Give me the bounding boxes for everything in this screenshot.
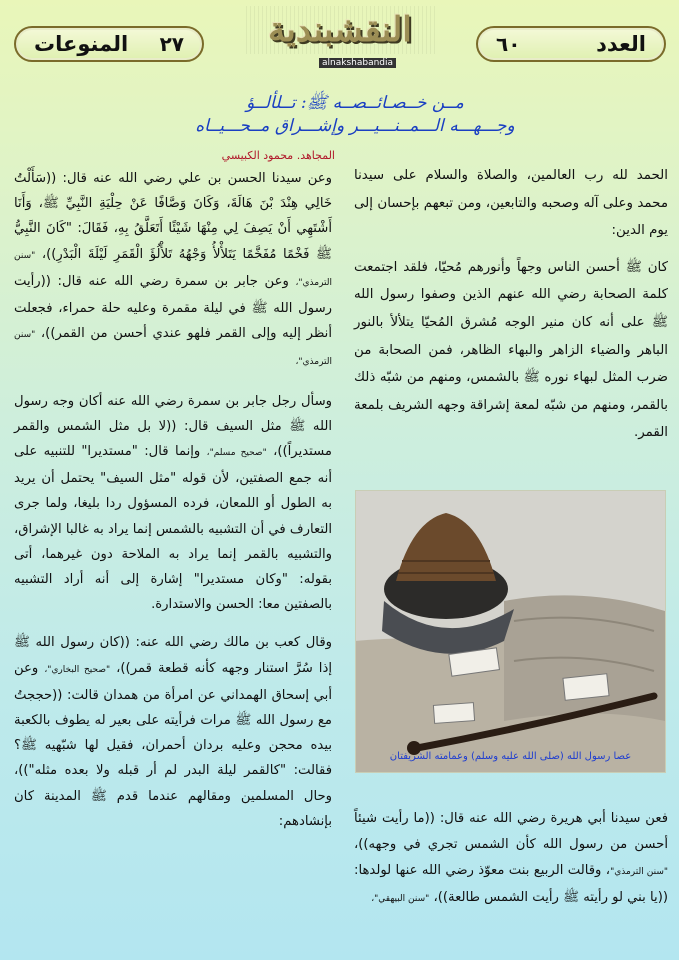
article-title [180, 92, 530, 138]
left-p1-text-a: وعن سيدنا الحسن بن علي رضي الله عنه قال: ((سَأَلْتُ خَالِي هِنْدَ بْنَ هَالَةَ، وَكَانَ وَصَّافًا عَنْ حِلْيَةِ النَّبِيِّ ﷺ، وَأَنَا أَشْتَهِي أَنْ يَصِفَ لِي مِنْهَا شَيْئًا أَتَعَلَّقُ بِهِ، فَقَالَ: "كَانَ النَّبِيُّ ﷺ فَخْمًا مُفَخَّمًا يَتَلأْلأُ وَجْهُهُ تَلأْلُؤَ الْقَمَرِ لَيْلَةَ الْبَدْرِ))، [14, 171, 332, 262]
section-badge [14, 26, 204, 62]
left-paragraph-1 [14, 166, 332, 376]
right-column-top [354, 162, 668, 447]
citation-1: "سنن الترمذي"، [14, 250, 332, 288]
left-p3-text-a: وقال كعب بن مالك رضي الله عنه: ((كان رسول الله ﷺ إذا سُرَّ استنار وجهه كأنه قطعة قمر))، [14, 635, 332, 676]
left-p1-text-b: وعن جابر بن سمرة رضي الله عنه قال: ((رأيت رسول الله ﷺ في ليلة مقمرة وعليه حلة حمراء، فجعلت أنظر إليه وإلى القمر فلهو عندي أحسن من القمر))، [14, 273, 332, 342]
turban-and-staff-image [355, 491, 665, 773]
right-column-bottom [354, 806, 668, 912]
title-line-1: مــن خــصـائــصــه ﷺ: تــلألــؤ [246, 93, 464, 113]
logo-text: النقشبندية [243, 6, 437, 54]
left-paragraph-2 [14, 389, 332, 618]
relic-photo [355, 490, 666, 773]
issue-badge [476, 26, 666, 62]
hadith-paragraph [354, 806, 668, 912]
page-header [0, 0, 679, 75]
citation-muslim: "صحيح مسلم"، [206, 448, 267, 459]
title-line-2: وجـــهـــه الـــمــنـــيـــر وإشـــراق مــحـــيــاه [195, 116, 515, 136]
citation-bukhari: "صحيح البخاري"، [44, 664, 111, 675]
hadith-text-2: ، وقالت الربيع بنت معوّذ رضي الله عنها لولدها: ((يا بني لو رأيته ﷺ رأيت الشمس طالعة))، [354, 863, 668, 905]
citation-2: "سنن الترمذي"، [14, 330, 332, 368]
left-column [14, 166, 332, 834]
left-p2-text-b: وإنما قال: "مستديرا" للتنبيه على أنه جمع الصفتين، لأن قوله "مثل السيف" يحتمل أن يريد به الطول أو اللمعان، فرده المسؤول ردا بليغا، ولما جرى التعارف في أن التشبيه بالشمس إنما يراد به غالبا الإشراق، والتشبيه بالقمر إنما يراد به الملاحة دون غيرهما، أتى بقوله: "وكان مستديرا" إشارة إلى أنه أراد التشبيه بالصفتين معا: الحسن والاستدارة. [14, 444, 332, 613]
issue-number: ٦٠ [496, 32, 521, 56]
citation-tirmidhi: "سنن الترمذي" [610, 867, 669, 877]
citation-bayhaqi: "سنن البيهقي"، [371, 894, 430, 904]
left-paragraph-3 [14, 630, 332, 834]
description-paragraph: كان ﷺ أحسن الناس وجهاً وأنورهم مُحيّا، فلقد اجتمعت كلمة الصحابة رضي الله عنهم الذين وصفوا رسول الله ﷺ على أنه كان منير الوجه مُشرق المُحيّا يتلألأ بالنور الباهر والضياء الزاهر والبهاء الظاهر، فمن الصحابة من ضرب المثل لبهاء نوره ﷺ بالشمس، ومنهم من شبّه ذلك بالقمر، ومنهم من شبّه لمعة إشراقة وجهه الشريف بلمعة القمر. [354, 259, 668, 441]
section-name: المنوعات [34, 32, 129, 56]
article-author: المجاهد. محمود الكبيسي [221, 149, 335, 162]
intro-paragraph: الحمد لله رب العالمين، والصلاة والسلام على سيدنا محمد وعلى آله وصحبه والتابعين، ومن تبعهم بإحسان إلى يوم الدين: [354, 168, 668, 239]
hadith-text-1: فعن سيدنا أبي هريرة رضي الله عنه قال: ((ما رأيت شيئاً أحسن من رسول الله كأن الشمس تجري في وجهه))، [354, 811, 668, 852]
left-p2-text-a: وسأل رجل جابر بن سمرة رضي الله عنه أكان وجه رسول الله ﷺ مثل السيف قال: ((لا بل مثل الشمس والقمر مستديراً))، [14, 393, 332, 460]
photo-caption: عصا رسول الله (صلى الله عليه وسلم) وعمامته الشريفتان [389, 751, 632, 762]
page-number: ٢٧ [159, 32, 184, 56]
logo-subtitle: alnakshabandia [319, 58, 396, 68]
left-p3-text-b: وعن أبي إسحاق الهمداني عن امرأة من همدان قالت: ((حججتُ مع رسول الله ﷺ مرات فرأيته على بعير له يطوف بالكعبة بيده محجن وعليه بردان أحمران، فقيل لها شبّهيه ﷺ؟ فقالت: "كالقمر ليلة البدر لم أر قبله ولا بعده مثله"))، وحال المسلمين ومقالهم عندما قدم ﷺ المدينة كان بإنشادهم: [14, 660, 332, 829]
magazine-logo [243, 6, 437, 68]
issue-label: العدد [596, 32, 646, 56]
